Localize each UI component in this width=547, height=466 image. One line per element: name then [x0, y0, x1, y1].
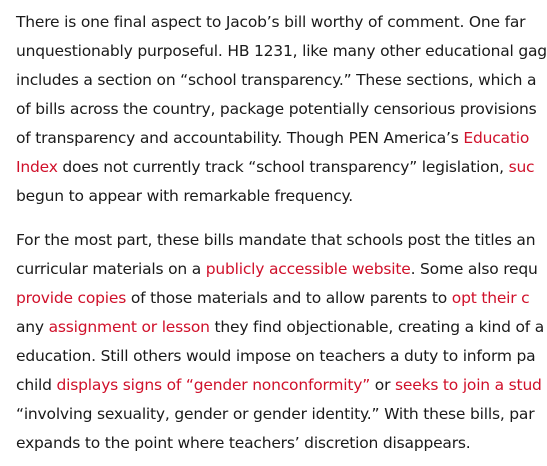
text-line [16, 255, 538, 284]
inline-link[interactable]: Educatio [463, 129, 530, 147]
inline-link[interactable]: provide copies [16, 289, 127, 307]
text-span: includes a section on “school transparency.” These sections, which a [16, 71, 537, 89]
text-line [16, 153, 535, 182]
text-span: For the most part, these bills mandate that schools post the titles an [16, 231, 536, 249]
text-span: curricular materials on a [16, 260, 206, 278]
inline-link[interactable]: Index [16, 158, 58, 176]
text-line [16, 182, 520, 211]
text-line [16, 66, 537, 95]
text-span: of transparency and accountability. Though PEN America’s [16, 129, 464, 147]
text-line [16, 226, 536, 255]
text-span: . Some also requ [410, 260, 538, 278]
text-line [16, 429, 520, 458]
text-span: There is one final aspect to Jacob’s bill worthy of comment. One far [16, 13, 526, 31]
inline-link[interactable]: publicly accessible website [205, 260, 411, 278]
text-line [16, 400, 535, 429]
text-line [16, 37, 547, 66]
inline-link[interactable]: displays signs of “gender nonconformity” [56, 376, 371, 394]
paragraph-bill-mandates [16, 226, 545, 458]
text-span: or [370, 376, 395, 394]
text-span: does not currently track “school transparency” legislation, [57, 158, 509, 176]
text-span: any [16, 318, 49, 336]
text-line [16, 342, 536, 371]
text-line [16, 8, 526, 37]
text-span: begun to appear with remarkable frequency. [16, 187, 354, 205]
text-span: expands to the point where teachers’ discretion disappears. [16, 434, 471, 452]
text-span: they find objectionable, creating a kind of a [209, 318, 545, 336]
text-span: of bills across the country, package potentially censorious provisions [16, 100, 537, 118]
inline-link[interactable]: seeks to join a stud [395, 376, 542, 394]
text-line [16, 124, 530, 153]
text-span: unquestionably purposeful. HB 1231, like many other educational gag [16, 42, 547, 60]
inline-link[interactable]: opt their c [451, 289, 530, 307]
text-span: education. Still others would impose on teachers a duty to inform pa [16, 347, 536, 365]
inline-link[interactable]: suc [508, 158, 535, 176]
text-span: child [16, 376, 57, 394]
text-line [16, 95, 537, 124]
text-span: “involving sexuality, gender or gender identity.” With these bills, par [16, 405, 535, 423]
text-line [16, 284, 530, 313]
inline-link[interactable]: assignment or lesson [48, 318, 210, 336]
text-span: of those materials and to allow parents to [126, 289, 452, 307]
text-line [16, 371, 542, 400]
text-line [16, 313, 545, 342]
paragraph-school-transparency [16, 8, 547, 211]
